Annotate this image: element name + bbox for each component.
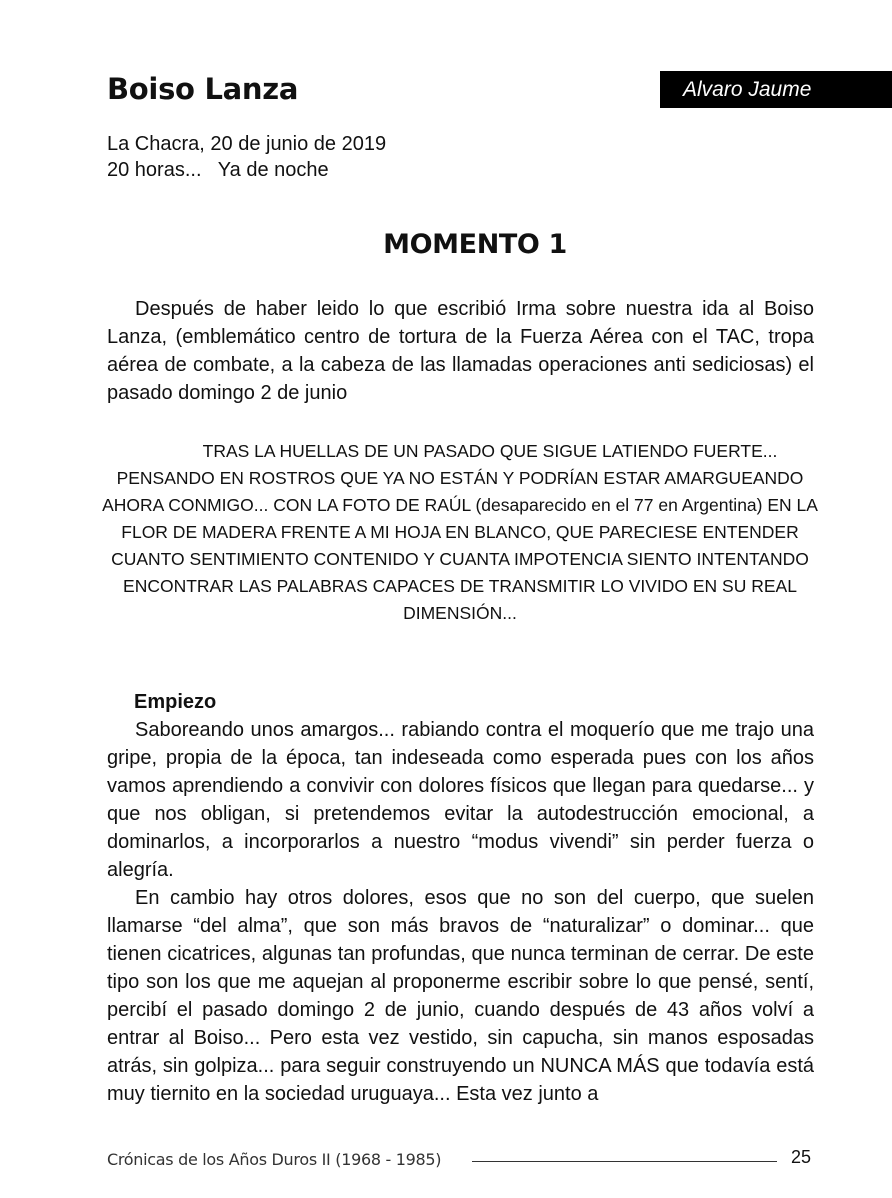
page-number: 25 [791,1147,812,1167]
intro-paragraph: Después de haber leido lo que escribió Irma sobre nuestra ida al Boiso Lanza, (emblemático centro de tortura de la Fuerza Aérea con el TAC, tropa aérea de combate, a la cabeza de las llamadas operaciones anti sediciosas) el pasado domingo 2 de junio [107,298,814,404]
quote-block [100,438,820,627]
author-label: Alvaro Jaume [660,71,892,108]
dateline-place-date: La Chacra, 20 de junio de 2019 [107,133,387,155]
quote-text: TRAS LA HUELLAS DE UN PASADO QUE SIGUE LATIENDO FUERTE... PENSANDO EN ROSTROS QUE YA NO ESTÁN Y PODRÍAN ESTAR AMARGUEANDO AHORA CONMIGO... CON LA FOTO DE RAÚL (desaparecido en el 77 en Argentina) EN LA FLOR DE MADERA FRENTE A MI HOJA EN BLANCO, QUE PARECIESE ENTENDER CUANTO SENTIMIENTO CONTENIDO Y CUANTA IMPOTENCIA SIENTO INTENTANDO ENCONTRAR LAS PALABRAS CAPACES DE TRANSMITIR LO VIVIDO EN SU REAL DIMENSIÓN... [102,441,818,623]
footer-divider [472,1161,777,1162]
body-paragraph: En cambio hay otros dolores, esos que no son del cuerpo, que suelen llamarse “del alma”, que son más bravos de “naturalizar” o dominar... que tienen cicatrices, algunas tan profundas, que nunca terminan de cerrar. De este tipo son los que me aquejan al proponerme escribir sobre lo que pensé, sentí, percibí el pasado domingo 2 de junio, cuando después de 43 años volví a entrar al Boiso... Pero esta vez vestido, sin capucha, sin manos esposadas atrás, sin golpiza... para seguir construyendo un NUNCA MÁS que todavía está muy tiernito en la sociedad uruguaya... Esta vez junto a [107,887,814,1105]
dateline-time: 20 horas... Ya de noche [107,159,329,181]
footer-book-title: Crónicas de los Años Duros II (1968 - 1985) [107,1150,442,1169]
subheading: Empiezo [134,691,217,713]
main-body [107,716,814,1108]
body-paragraph: Saboreando unos amargos... rabiando contra el moquerío que me trajo una gripe, propia de la época, tan indeseada como esperada pues con los años vamos aprendiendo a convivir con dolores físicos que llegan para quedarse... y que nos obligan, si pretendemos evitar la autodestrucción emocional, a dominarlos, a incorporarlos a nuestro “modus vivendi” sin perder fuerza o alegría. [107,719,814,881]
dateline [107,131,386,183]
page-title: Boiso Lanza [107,72,299,106]
section-heading: MOMENTO 1 [383,229,567,260]
